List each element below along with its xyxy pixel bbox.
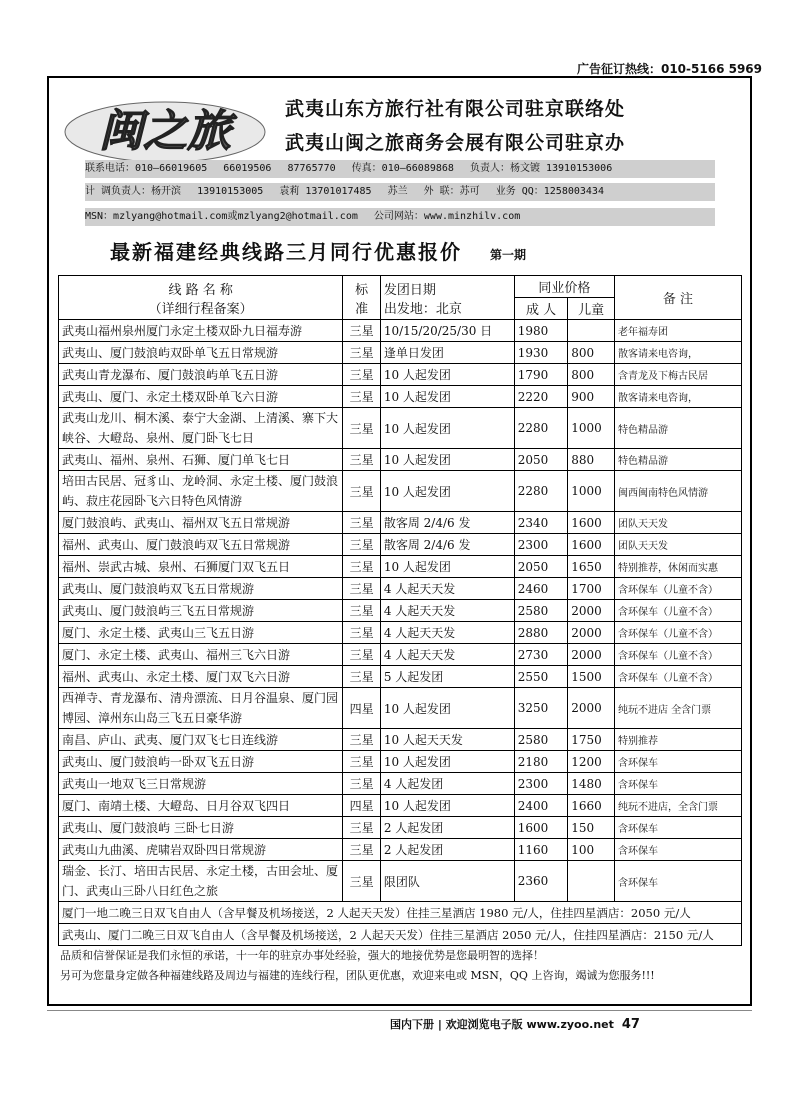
custom-text: 另可为您量身定做各种福建线路及周边与福建的连线行程，团队更优惠，欢迎来电或 MSN，QQ 上咨询，竭诚为您服务!!!: [60, 969, 655, 982]
table-row: [59, 449, 742, 471]
route-departure: 4 人起天天发: [380, 622, 514, 644]
route-adult-price: 2180: [514, 751, 568, 773]
route-departure: 2 人起发团: [380, 839, 514, 861]
route-adult-price: 2280: [514, 408, 568, 449]
fax: 传真：010—66089868: [351, 163, 454, 174]
phone-2: 66019506: [223, 163, 272, 174]
route-adult-price: 2340: [514, 512, 568, 534]
route-price-table: [58, 275, 742, 946]
route-note: 特色精品游: [615, 408, 742, 449]
route-child-price: 1600: [568, 534, 615, 556]
header-adult: 成 人: [514, 298, 568, 320]
header-route-title: 线 路 名 称: [168, 282, 233, 298]
contact-row-2: [85, 183, 715, 201]
header-dep-1: 发团日期: [383, 282, 436, 298]
ad-hotline: 广告征订热线：010-5166 5969: [576, 62, 762, 76]
header-std-1: 标: [355, 282, 369, 298]
route-note: 含环保车: [615, 861, 742, 902]
header-std-2: 准: [355, 301, 369, 317]
route-name: 瑞金、长汀、培田古民居、永定土楼，古田会址、厦门、武夷山三卧八日红色之旅: [59, 861, 343, 902]
route-standard: 三星: [343, 534, 380, 556]
route-note: 含环保车: [615, 773, 742, 795]
headline-text: 最新福建经典线路三月同行优惠报价: [110, 240, 462, 264]
table-row: [59, 644, 742, 666]
msn: MSN：mzlyang@hotmail.com或mzlyang2@hotmail.com: [85, 211, 358, 222]
table-row: [59, 817, 742, 839]
route-child-price: 2000: [568, 688, 615, 729]
route-standard: 三星: [343, 471, 380, 512]
table-row: [59, 320, 742, 342]
table-row: [59, 839, 742, 861]
company-name-2: 武夷山闽之旅商务会展有限公司驻京办: [285, 132, 626, 154]
contact-row-1: [85, 160, 715, 178]
route-adult-price: 1790: [514, 364, 568, 386]
route-child-price: [568, 861, 615, 902]
route-departure: 10 人起发团: [380, 795, 514, 817]
route-standard: 三星: [343, 644, 380, 666]
free-traveler-1: 厦门一地二晚三日双飞自由人（含早餐及机场接送，2 人起天天发）住挂三星酒店 1980 元/人，住挂四星酒店：2050 元/人: [59, 902, 742, 924]
route-child-price: 100: [568, 839, 615, 861]
route-child-price: 800: [568, 342, 615, 364]
route-child-price: 1200: [568, 751, 615, 773]
route-child-price: 1000: [568, 408, 615, 449]
table-row: [59, 512, 742, 534]
route-note: 纯玩不进店 全含门票: [615, 688, 742, 729]
route-note: 团队天天发: [615, 534, 742, 556]
route-standard: 三星: [343, 839, 380, 861]
business-qq: 业务 QQ：1258003434: [495, 186, 604, 197]
route-note: 特色精品游: [615, 449, 742, 471]
route-note: 闽西闽南特色风情游: [615, 471, 742, 512]
route-standard: 三星: [343, 386, 380, 408]
route-standard: 三星: [343, 751, 380, 773]
route-standard: 三星: [343, 666, 380, 688]
route-departure: 逢单日发团: [380, 342, 514, 364]
route-child-price: 900: [568, 386, 615, 408]
route-adult-price: 2050: [514, 556, 568, 578]
route-standard: 三星: [343, 773, 380, 795]
route-name: 武夷山、厦门、永定土楼双卧单飞六日游: [59, 386, 343, 408]
route-adult-price: 2550: [514, 666, 568, 688]
route-note: 含环保车: [615, 751, 742, 773]
table-row: [59, 622, 742, 644]
route-standard: 三星: [343, 342, 380, 364]
table-row: [59, 408, 742, 449]
table-row: [59, 364, 742, 386]
route-adult-price: 2300: [514, 773, 568, 795]
route-name: 福州、崇武古城、泉州、石狮厦门双飞五日: [59, 556, 343, 578]
route-departure: 4 人起天天发: [380, 644, 514, 666]
route-name: 武夷山龙川、桐木溪、泰宁大金湖、上清溪、寨下大峡谷、大嶝岛、泉州、厦门卧飞七日: [59, 408, 343, 449]
planner-phone: 13910153005: [197, 186, 264, 197]
route-name: 武夷山、福州、泉州、石狮、厦门单飞七日: [59, 449, 343, 471]
header-standard: [343, 276, 380, 320]
route-note: 散客请来电咨询，: [615, 342, 742, 364]
footer-divider: [47, 1010, 752, 1011]
route-note: 团队天天发: [615, 512, 742, 534]
route-name: 武夷山福州泉州厦门永定土楼双卧九日福寿游: [59, 320, 343, 342]
route-adult-price: 2050: [514, 449, 568, 471]
route-note: 散客请来电咨询，: [615, 386, 742, 408]
header-route: [59, 276, 343, 320]
route-standard: 三星: [343, 408, 380, 449]
company-name-1: 武夷山东方旅行社有限公司驻京联络处: [285, 98, 626, 120]
route-adult-price: 1600: [514, 817, 568, 839]
route-standard: 三星: [343, 600, 380, 622]
route-adult-price: 3250: [514, 688, 568, 729]
route-name: 武夷山一地双飞三日常规游: [59, 773, 343, 795]
route-child-price: 1660: [568, 795, 615, 817]
route-child-price: 2000: [568, 644, 615, 666]
route-adult-price: 1930: [514, 342, 568, 364]
route-name: 培田古民居、冠豸山、龙岭洞、永定土楼、厦门鼓浪屿、菽庄花园卧飞六日特色风情游: [59, 471, 343, 512]
route-rows: [59, 320, 742, 902]
route-adult-price: 2280: [514, 471, 568, 512]
route-departure: 10 人起发团: [380, 449, 514, 471]
page-footer: [390, 1016, 640, 1032]
route-name: 南昌、庐山、武夷、厦门双飞七日连线游: [59, 729, 343, 751]
route-note: 含环保车（儿童不含）: [615, 666, 742, 688]
route-standard: 三星: [343, 817, 380, 839]
table-row: [59, 578, 742, 600]
contact-row-3: [85, 208, 715, 226]
route-departure: 10 人起天天发: [380, 729, 514, 751]
route-adult-price: 2730: [514, 644, 568, 666]
route-child-price: 2000: [568, 600, 615, 622]
table-row: [59, 666, 742, 688]
phone-3: 87765770: [287, 163, 336, 174]
route-departure: 4 人起发团: [380, 773, 514, 795]
route-note: 含环保车（儿童不含）: [615, 644, 742, 666]
header-child: 儿童: [568, 298, 615, 320]
staff-su: 苏兰: [387, 186, 408, 197]
route-child-price: 1650: [568, 556, 615, 578]
route-departure: 散客周 2/4/6 发: [380, 534, 514, 556]
route-child-price: [568, 320, 615, 342]
route-adult-price: 2360: [514, 861, 568, 902]
route-child-price: 800: [568, 364, 615, 386]
route-name: 武夷山、厦门鼓浪屿 三卧七日游: [59, 817, 343, 839]
route-standard: 三星: [343, 861, 380, 902]
table-row: [59, 729, 742, 751]
route-child-price: 1750: [568, 729, 615, 751]
header-route-sub: （详细行程备案）: [148, 301, 253, 317]
route-note: 老年福寿团: [615, 320, 742, 342]
route-name: 厦门、南靖土楼、大嶝岛、日月谷双飞四日: [59, 795, 343, 817]
route-note: 含环保车: [615, 817, 742, 839]
planner: 计 调负责人：杨开滨: [85, 186, 182, 197]
route-adult-price: 2220: [514, 386, 568, 408]
route-note: 含环保车（儿童不含）: [615, 600, 742, 622]
table-row: [59, 688, 742, 729]
route-standard: 三星: [343, 512, 380, 534]
route-adult-price: 2880: [514, 622, 568, 644]
route-standard: 三星: [343, 320, 380, 342]
page-number: 47: [621, 1017, 640, 1032]
route-departure: 10/15/20/25/30 日: [380, 320, 514, 342]
manager: 负责人：杨文镀 13910153006: [469, 163, 613, 174]
route-child-price: 1480: [568, 773, 615, 795]
table-row: [59, 342, 742, 364]
route-note: 特别推荐: [615, 729, 742, 751]
route-child-price: 1700: [568, 578, 615, 600]
route-name: 厦门、永定土楼、武夷山三飞五日游: [59, 622, 343, 644]
table-row: [59, 773, 742, 795]
route-adult-price: 2580: [514, 729, 568, 751]
route-departure: 限团队: [380, 861, 514, 902]
route-child-price: 150: [568, 817, 615, 839]
route-adult-price: 2400: [514, 795, 568, 817]
route-departure: 4 人起天天发: [380, 578, 514, 600]
route-name: 西禅寺、青龙瀑布、清舟漂流、日月谷温泉、厦门园博园、漳州东山岛三飞五日豪华游: [59, 688, 343, 729]
route-standard: 三星: [343, 556, 380, 578]
header-dep-2: 出发地：北京: [383, 301, 462, 317]
route-departure: 4 人起天天发: [380, 600, 514, 622]
route-name: 武夷山九曲溪、虎啸岩双卧四日常规游: [59, 839, 343, 861]
route-adult-price: 1160: [514, 839, 568, 861]
route-departure: 10 人起发团: [380, 688, 514, 729]
route-name: 厦门、永定土楼、武夷山、福州三飞六日游: [59, 644, 343, 666]
table-row: [59, 386, 742, 408]
table-row: [59, 751, 742, 773]
header-departure: [380, 276, 514, 320]
route-name: 厦门鼓浪屿、武夷山、福州双飞五日常规游: [59, 512, 343, 534]
company-logo: [60, 90, 270, 170]
route-note: 特别推荐，休闲而实惠: [615, 556, 742, 578]
footer-label: 国内下册 | 欢迎浏览电子版 www.zyoo.net: [390, 1018, 614, 1031]
route-name: 福州、武夷山、厦门鼓浪屿双飞五日常规游: [59, 534, 343, 556]
route-adult-price: 1980: [514, 320, 568, 342]
route-standard: 三星: [343, 364, 380, 386]
route-name: 武夷山、厦门鼓浪屿三飞五日常规游: [59, 600, 343, 622]
outreach: 外 联：苏可: [423, 186, 480, 197]
route-departure: 10 人起发团: [380, 556, 514, 578]
route-standard: 三星: [343, 449, 380, 471]
route-adult-price: 2580: [514, 600, 568, 622]
route-adult-price: 2460: [514, 578, 568, 600]
issue-label: 第一期: [490, 248, 527, 262]
route-standard: 四星: [343, 688, 380, 729]
header-note: 备 注: [615, 276, 742, 320]
table-row: [59, 795, 742, 817]
table-row: [59, 534, 742, 556]
route-departure: 散客周 2/4/6 发: [380, 512, 514, 534]
page-title: [110, 236, 526, 265]
route-name: 武夷山、厦门鼓浪屿双卧单飞五日常规游: [59, 342, 343, 364]
route-name: 武夷山青龙瀑布、厦门鼓浪屿单飞五日游: [59, 364, 343, 386]
route-child-price: 1500: [568, 666, 615, 688]
free-traveler-2: 武夷山、厦门二晚三日双飞自由人（含早餐及机场接送，2 人起天天发）住挂三星酒店 2050 元/人，住挂四星酒店：2150 元/人: [59, 924, 742, 946]
staff-yuan: 袁莉 13701017485: [279, 186, 372, 197]
route-name: 福州、武夷山、永定土楼、厦门双飞六日游: [59, 666, 343, 688]
route-departure: 10 人起发团: [380, 364, 514, 386]
route-standard: 三星: [343, 578, 380, 600]
route-child-price: 1600: [568, 512, 615, 534]
route-departure: 2 人起发团: [380, 817, 514, 839]
route-note: 含环保车: [615, 839, 742, 861]
route-departure: 5 人起发团: [380, 666, 514, 688]
table-row: [59, 600, 742, 622]
route-child-price: 2000: [568, 622, 615, 644]
route-adult-price: 2300: [514, 534, 568, 556]
route-note: 含青龙及下梅古民居: [615, 364, 742, 386]
table-row: [59, 471, 742, 512]
route-name: 武夷山、厦门鼓浪屿双飞五日常规游: [59, 578, 343, 600]
route-standard: 三星: [343, 729, 380, 751]
route-departure: 10 人起发团: [380, 471, 514, 512]
route-note: 含环保车（儿童不含）: [615, 578, 742, 600]
promise-text: 品质和信誉保证是我们永恒的承诺，十一年的驻京办事处经验，强大的地接优势是您最明智的选择！: [60, 949, 544, 962]
route-note: 纯玩不进店，全含门票: [615, 795, 742, 817]
route-note: 含环保车（儿童不含）: [615, 622, 742, 644]
route-child-price: 1000: [568, 471, 615, 512]
route-standard: 三星: [343, 622, 380, 644]
header-price: 同业价格: [514, 276, 614, 298]
table-row: [59, 556, 742, 578]
route-child-price: 880: [568, 449, 615, 471]
logo-text: 闽之旅: [99, 106, 231, 157]
route-standard: 四星: [343, 795, 380, 817]
route-departure: 10 人起发团: [380, 408, 514, 449]
route-name: 武夷山、厦门鼓浪屿一卧双飞五日游: [59, 751, 343, 773]
table-row: [59, 861, 742, 902]
phone-label: 联系电话：010—66019605: [85, 163, 208, 174]
website: 公司网站：www.minzhilv.com: [373, 211, 521, 222]
route-departure: 10 人起发团: [380, 386, 514, 408]
route-departure: 10 人起发团: [380, 751, 514, 773]
